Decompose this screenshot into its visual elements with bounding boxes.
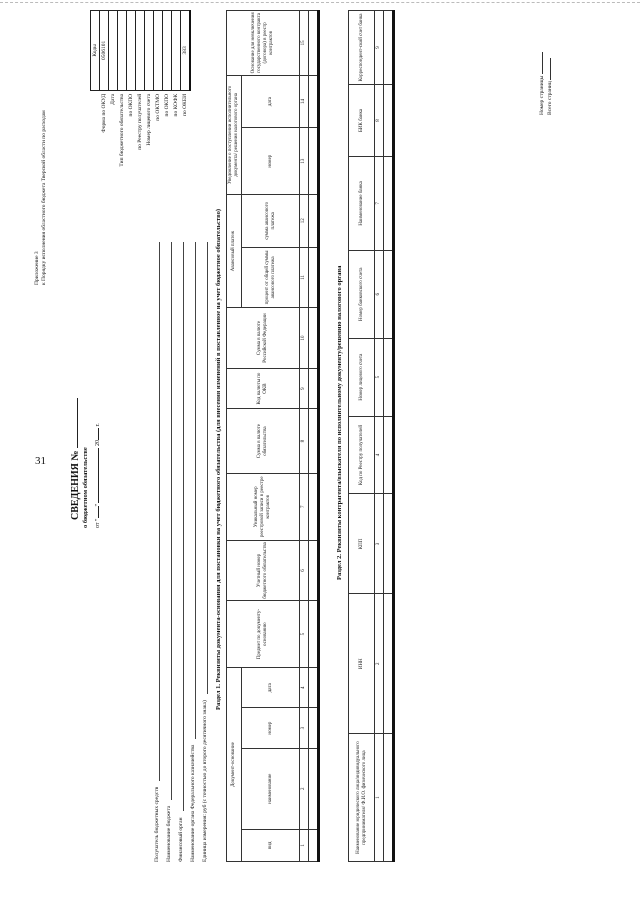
code-label: по ОКПО <box>164 93 170 117</box>
codes-header: Коды <box>91 11 100 91</box>
vid-header: вид <box>242 829 300 861</box>
field-label: Единица измерения: руб (с точностью до второго десятичного знака) <box>202 700 208 862</box>
code-label: по ОКТМО <box>155 93 161 121</box>
table-row <box>309 11 319 862</box>
col-number: 8 <box>375 85 384 157</box>
field-row <box>160 242 172 862</box>
col-number: 11 <box>300 247 309 308</box>
appendix-note <box>34 25 49 285</box>
advance-sum-header: сумма авансового платежа <box>242 195 300 248</box>
date-prefix: от " <box>95 518 101 528</box>
col-number: 9 <box>375 11 384 85</box>
bik-header: БИК банка <box>349 85 375 157</box>
code-value[interactable]: 0506101 <box>100 11 109 91</box>
counterparty-name-header: Наименование юридического лица/индивидуального предпринимателя/ Ф.И.О. физического лица <box>349 734 375 862</box>
table-cell[interactable] <box>384 11 394 85</box>
table-cell[interactable] <box>309 11 319 76</box>
section2-title: Раздел 2. Реквизиты контрагента/взыскателя по исполнительному документу/решению налогового органа <box>336 265 343 580</box>
date-year-blank[interactable] <box>98 428 99 440</box>
col-number: 7 <box>375 156 384 250</box>
table-cell[interactable] <box>309 473 319 540</box>
table-cell[interactable] <box>309 708 319 748</box>
appendix-label: Приложение 3 <box>34 251 40 285</box>
table-cell[interactable] <box>309 128 319 195</box>
table-cell[interactable] <box>384 85 394 157</box>
code-value[interactable] <box>127 11 136 91</box>
inn-header: ИНН <box>349 594 375 734</box>
date-month-blank[interactable] <box>98 448 99 503</box>
column-number-row <box>375 11 384 862</box>
page-number-blank[interactable] <box>542 52 543 74</box>
rotated-form <box>28 10 640 880</box>
col-number: 7 <box>300 473 309 540</box>
table-cell[interactable] <box>384 594 394 734</box>
notice-date-header: дата <box>242 75 300 128</box>
date-header: дата <box>242 667 300 707</box>
section2-table <box>348 10 395 862</box>
subject-header: Предмет по документу-основанию <box>227 601 300 668</box>
table-cell[interactable] <box>384 416 394 494</box>
top-dashed-line <box>0 2 640 3</box>
table-cell[interactable] <box>309 829 319 861</box>
field-input-line[interactable] <box>153 242 160 781</box>
date-line: от "" 20 г. <box>95 423 101 528</box>
code-value[interactable]: 383 <box>181 11 190 91</box>
field-input-line[interactable] <box>177 242 184 811</box>
code-value[interactable] <box>136 11 145 91</box>
field-label: Получатель бюджетных средств <box>154 786 160 862</box>
code-label: Дата <box>110 93 116 105</box>
number-header: номер <box>242 708 300 748</box>
code-value[interactable] <box>118 11 127 91</box>
form-title-text: СВЕДЕНИЯ № <box>70 450 81 520</box>
total-label: Всего страниц <box>547 81 554 115</box>
form-title <box>70 398 81 520</box>
field-label: Наименование бюджета <box>166 805 172 862</box>
table-cell[interactable] <box>384 338 394 416</box>
table-cell[interactable] <box>384 494 394 594</box>
code-label: Форма по ОКУД <box>101 93 107 133</box>
code-value[interactable] <box>109 11 118 91</box>
unique-number-header: Уникальный номер реестровой записи в реестре контрактов <box>227 473 300 540</box>
account-number-header: Учетный номер бюджетного обязательства <box>227 540 300 601</box>
table-cell[interactable] <box>309 308 319 369</box>
corr-account-header: Корреспондент-ский счет банка <box>349 11 375 85</box>
code-value[interactable] <box>163 11 172 91</box>
page-label: Номер страницы <box>539 75 545 115</box>
table-cell[interactable] <box>309 748 319 829</box>
form-number-blank[interactable] <box>77 398 78 448</box>
col-number: 6 <box>300 540 309 601</box>
field-row <box>172 242 184 862</box>
bank-name-header: Наименование банка <box>349 156 375 250</box>
col-number: 6 <box>375 250 384 338</box>
table-cell[interactable] <box>309 601 319 668</box>
codes-table <box>90 10 191 240</box>
col-number: 5 <box>300 601 309 668</box>
col-number: 1 <box>300 829 309 861</box>
col-number: 15 <box>300 11 309 76</box>
col-number: 3 <box>375 494 384 594</box>
col-number: 5 <box>375 338 384 416</box>
table-cell[interactable] <box>309 540 319 601</box>
field-label: Финансовый орган <box>178 817 184 862</box>
field-input-line[interactable] <box>165 242 172 800</box>
code-label: по Реестру получателей <box>137 93 143 150</box>
date-day-blank[interactable] <box>98 507 99 519</box>
total-pages-blank[interactable] <box>550 58 551 80</box>
col-number: 3 <box>300 708 309 748</box>
code-value[interactable] <box>172 11 181 91</box>
code-label: по ОКЕИ <box>182 93 188 116</box>
table-cell[interactable] <box>309 247 319 308</box>
table-cell[interactable] <box>384 734 394 862</box>
code-label: по КОФК <box>173 93 179 117</box>
page-number: 31 <box>35 455 46 467</box>
advance-header: Авансовый платеж <box>227 195 242 308</box>
sum-rub-header: Сумма в валюте Российской Федерации <box>227 308 300 369</box>
col-number: 12 <box>300 195 309 248</box>
col-number: 9 <box>300 368 309 408</box>
date-year-suffix: г. <box>95 423 101 427</box>
field-input-line[interactable] <box>201 242 208 694</box>
col-number: 1 <box>375 734 384 862</box>
doc-basis-header: Документ-основание <box>227 667 242 861</box>
page-counter <box>538 52 555 115</box>
col-number: 13 <box>300 128 309 195</box>
exclusion-header: Основание для невключения государственного контракта (договора) в реестр контрактов <box>227 11 300 76</box>
registry-code-header: Код по Реестру получателей <box>349 416 375 494</box>
table-cell[interactable] <box>309 75 319 128</box>
code-label: по ОКПО <box>128 93 134 117</box>
section1-table <box>226 10 320 862</box>
advance-pct-header: процент от общей суммы авансового платежа <box>242 247 300 308</box>
field-label: Наименование органа Федерального казначейства <box>190 744 196 862</box>
field-row <box>196 242 208 862</box>
table-row <box>384 11 394 862</box>
personal-account-header: Номер лицевого счета <box>349 338 375 416</box>
table-cell[interactable] <box>309 195 319 248</box>
col-number: 4 <box>375 416 384 494</box>
col-number: 2 <box>375 594 384 734</box>
code-value[interactable] <box>145 11 154 91</box>
section1-title: Раздел 1. Реквизиты документа-основания для постановки на учет бюджетного обязательства (для внесения изменений в поставленное на учет бюджетное обязательство) <box>215 209 222 710</box>
header-fields <box>148 242 208 862</box>
table-cell[interactable] <box>309 667 319 707</box>
form-subtitle: о бюджетном обязательстве <box>82 447 89 528</box>
code-label: Номер лицевого счета <box>146 93 152 146</box>
date-year-prefix: 20 <box>95 440 101 447</box>
name-header: наименование <box>242 748 300 829</box>
appendix-text: к Порядку исполнения областного бюджета Тверской области по расходам <box>41 110 48 285</box>
field-input-line[interactable] <box>189 242 196 739</box>
column-number-row <box>300 11 309 862</box>
table-cell[interactable] <box>384 250 394 338</box>
bank-account-header: Номер банковского счета <box>349 250 375 338</box>
notice-number-header: номер <box>242 128 300 195</box>
field-row <box>148 242 160 862</box>
currency-code-header: Код валюты по ОКВ <box>227 368 300 408</box>
col-number: 2 <box>300 748 309 829</box>
col-number: 10 <box>300 308 309 369</box>
field-row <box>184 242 196 862</box>
sum-currency-header: Сумма в валюте обязательства <box>227 409 300 474</box>
code-value[interactable] <box>154 11 163 91</box>
notice-header: Уведомление о поступлении исполнительного документа/ решения налогового органа <box>227 75 242 194</box>
col-number: 4 <box>300 667 309 707</box>
col-number: 8 <box>300 409 309 474</box>
code-label: Тип бюджетного обязательства <box>119 93 125 167</box>
col-number: 14 <box>300 75 309 128</box>
table-cell[interactable] <box>309 368 319 408</box>
table-cell[interactable] <box>384 156 394 250</box>
kpp-header: КПП <box>349 494 375 594</box>
table-cell[interactable] <box>309 409 319 474</box>
